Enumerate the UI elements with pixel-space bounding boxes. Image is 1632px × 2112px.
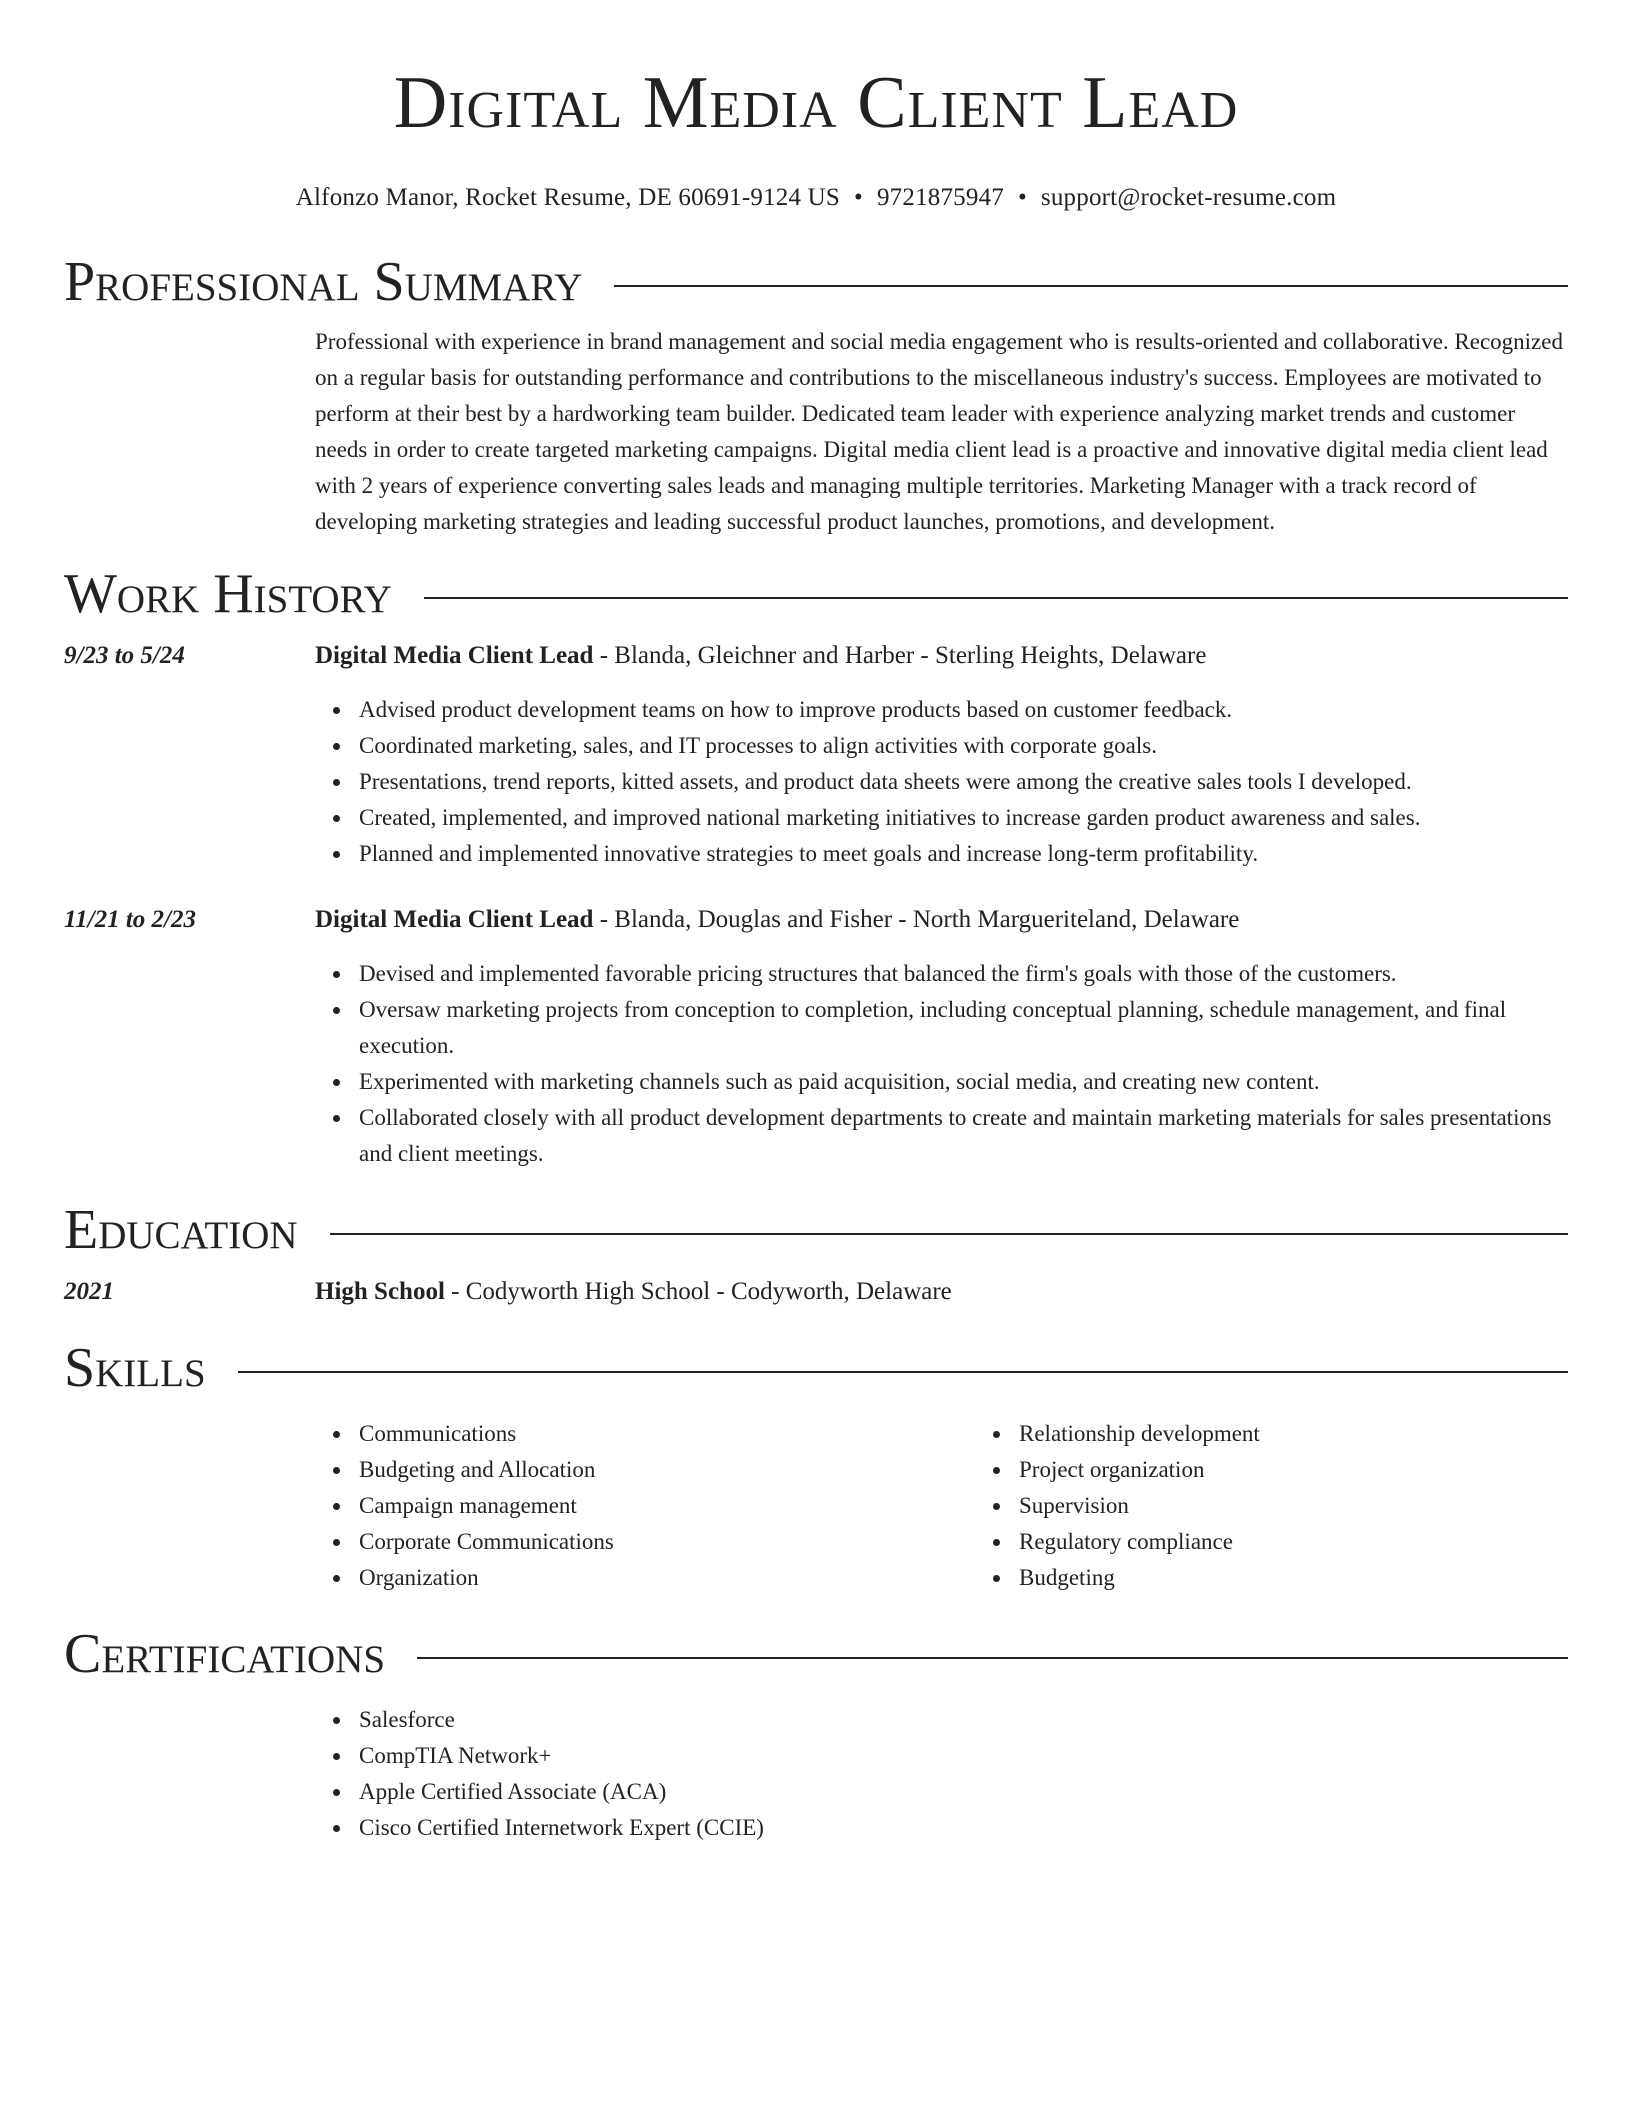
skill-item: Organization: [359, 1560, 975, 1596]
education-section-header: [64, 1198, 1568, 1262]
job-bullet: Planned and implemented innovative strategies to meet goals and increase long-term profitability.: [359, 836, 1568, 872]
job-bullet: Oversaw marketing projects from conception to completion, including conceptual planning, schedule management, and final execution.: [359, 992, 1568, 1064]
section-divider: [424, 597, 1568, 599]
job-dates: 11/21 to 2/23: [64, 906, 196, 933]
job-bullet: Experimented with marketing channels such as paid acquisition, social media, and creating new content.: [359, 1064, 1568, 1100]
skill-item: Budgeting: [1019, 1560, 1632, 1596]
work-section-header: [64, 562, 1568, 626]
job-bullets: [315, 692, 1568, 872]
skill-item: Campaign management: [359, 1488, 975, 1524]
contact-line: [64, 182, 1568, 214]
education-heading: [315, 1274, 1568, 1310]
job-employer: - Blanda, Douglas and Fisher - North Margueriteland, Delaware: [593, 906, 1240, 933]
skills-list-left: [315, 1416, 975, 1596]
education-degree: High School: [315, 1278, 445, 1305]
contact-address: Alfonzo Manor, Rocket Resume, DE 60691-9124 US: [295, 184, 841, 211]
job-role: Digital Media Client Lead: [315, 906, 594, 933]
certification-item: Cisco Certified Internetwork Expert (CCIE): [359, 1810, 1568, 1846]
section-divider: [238, 1371, 1568, 1373]
work-section-title: Work History: [64, 563, 392, 625]
contact-separator: •: [1017, 184, 1027, 211]
skills-section-header: [64, 1336, 1568, 1400]
job-bullet: Advised product development teams on how to improve products based on customer feedback.: [359, 692, 1568, 728]
education-section-title: Education: [64, 1199, 298, 1261]
summary-section-header: [64, 250, 1568, 314]
contact-separator: •: [854, 184, 863, 211]
skill-item: Budgeting and Allocation: [359, 1452, 975, 1488]
section-divider: [417, 1657, 1568, 1659]
job-role: Digital Media Client Lead: [315, 642, 594, 669]
skill-item: Corporate Communications: [359, 1524, 975, 1560]
job-heading: [315, 902, 1568, 938]
education-entry: [64, 1274, 1568, 1310]
skills-row: [64, 1416, 1568, 1596]
skills-list-right: [975, 1416, 1632, 1596]
education-year: 2021: [64, 1278, 114, 1305]
job-dates: 9/23 to 5/24: [64, 642, 185, 669]
certification-item: CompTIA Network+: [359, 1738, 1568, 1774]
certification-item: Apple Certified Associate (ACA): [359, 1774, 1568, 1810]
job-employer: - Blanda, Gleichner and Harber - Sterling Heights, Delaware: [593, 642, 1207, 669]
section-divider: [330, 1233, 1568, 1235]
certifications-section-title: Certifications: [64, 1623, 386, 1685]
skill-item: Project organization: [1019, 1452, 1632, 1488]
resume-name: Digital Media Client Lead: [393, 62, 1239, 144]
skill-item: Communications: [359, 1416, 975, 1452]
skill-item: Supervision: [1019, 1488, 1632, 1524]
skills-section-title: Skills: [64, 1337, 206, 1399]
summary-text: Professional with experience in brand management and social media engagement who is results-oriented and collaborative. Recognized on a regular basis for outstanding performance and contributions to the miscellaneous industry's success. Employees are motivated to perform at their best by a hardworking team builder. Dedicated team leader with experience analyzing market trends and customer needs in order to create targeted marketing campaigns. Digital media client lead is a proactive and innovative digital media client lead with 2 years of experience converting sales leads and managing multiple territories. Marketing Manager with a track record of developing marketing strategies and leading successful product launches, promotions, and development.: [315, 329, 1563, 534]
education-school: - Codyworth High School - Codyworth, Delaware: [444, 1278, 952, 1305]
summary-row: [64, 324, 1568, 540]
contact-phone: 9721875947: [876, 184, 1004, 211]
job-entry: [64, 638, 1568, 872]
contact-email: support@rocket-resume.com: [1040, 184, 1337, 211]
skill-item: Regulatory compliance: [1019, 1524, 1632, 1560]
resume-page: [64, 0, 1568, 1846]
job-bullet: Presentations, trend reports, kitted assets, and product data sheets were among the creative sales tools I developed.: [359, 764, 1568, 800]
job-bullets: [315, 956, 1568, 1172]
job-bullet: Created, implemented, and improved national marketing initiatives to increase garden product awareness and sales.: [359, 800, 1568, 836]
job-bullet: Collaborated closely with all product development departments to create and maintain marketing materials for sales presentations and client meetings.: [359, 1100, 1568, 1172]
certifications-row: [64, 1702, 1568, 1846]
summary-section-title: Professional Summary: [64, 251, 583, 313]
job-bullet: Devised and implemented favorable pricing structures that balanced the firm's goals with those of the customers.: [359, 956, 1568, 992]
certifications-section-header: [64, 1622, 1568, 1686]
job-heading: [315, 638, 1568, 674]
section-divider: [614, 285, 1568, 287]
certification-item: Salesforce: [359, 1702, 1568, 1738]
certifications-list: [315, 1702, 1568, 1846]
job-entry: [64, 902, 1568, 1172]
skill-item: Relationship development: [1019, 1416, 1632, 1452]
job-bullet: Coordinated marketing, sales, and IT processes to align activities with corporate goals.: [359, 728, 1568, 764]
